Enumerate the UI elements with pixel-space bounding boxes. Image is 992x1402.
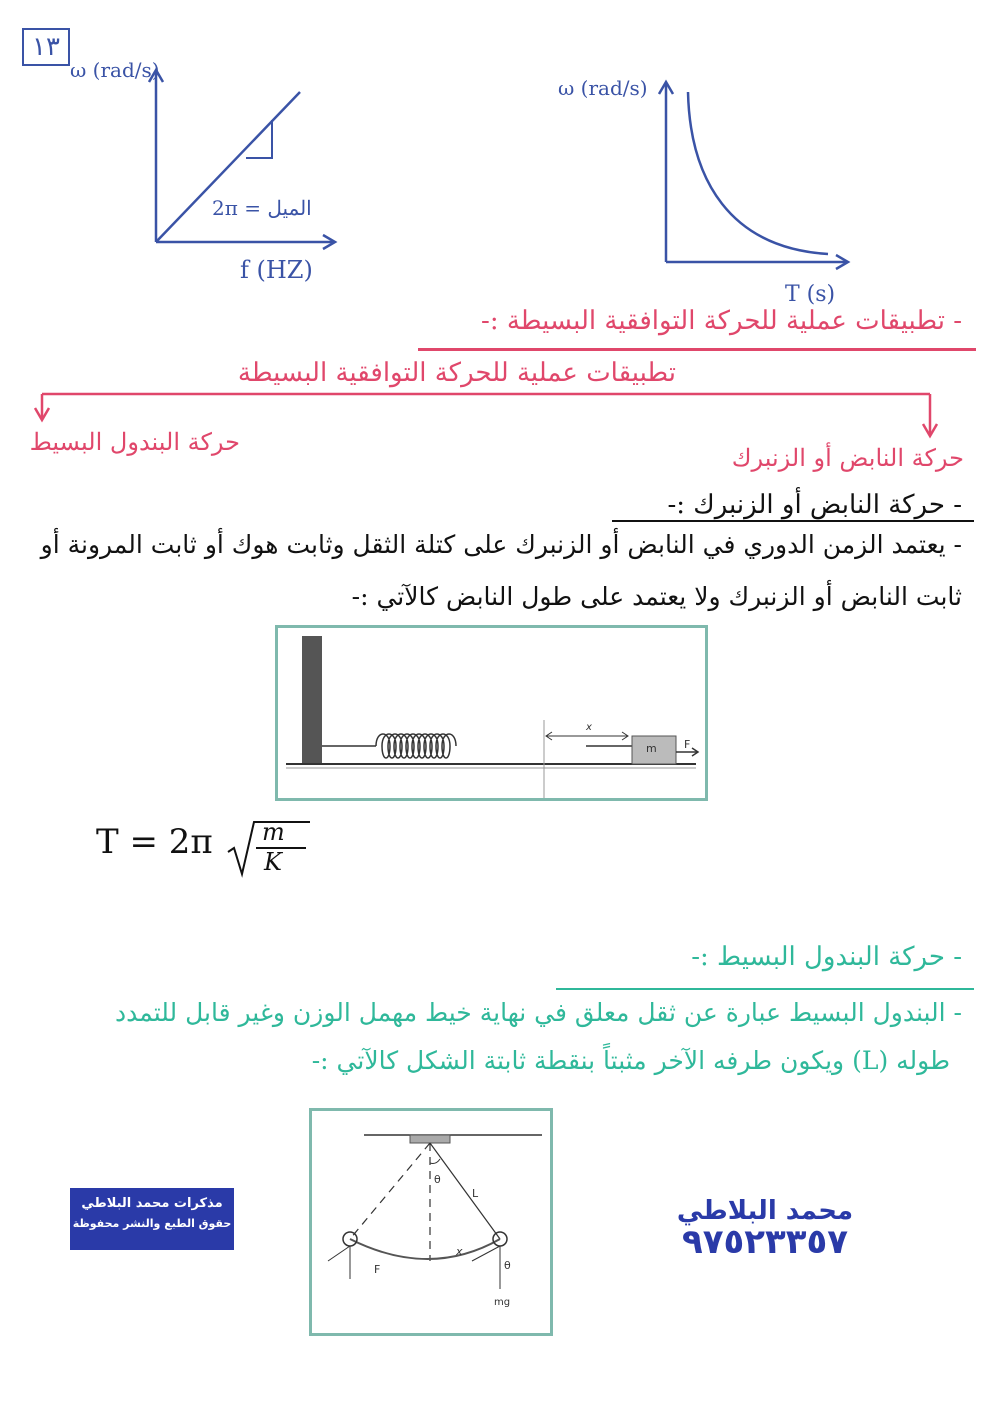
pendulum-heading-underline [556,988,974,990]
left-graph-y-label: ω (rad/s) [70,58,160,82]
spring-figure [275,625,708,801]
pendulum-line-1: - البندول البسيط عبارة عن ثقل معلق في نهاية خيط مهمل الوزن وغير قابل للتمدد [115,998,962,1027]
formula-denominator: K [264,848,282,876]
pendulum-x-label: x [456,1245,463,1258]
pendulum-theta-bob: θ [504,1259,511,1272]
omega-period-graph [650,70,860,280]
formula-numerator: m [262,818,285,846]
spring-line-2: ثابت النابض أو الزنبرك ولا يعتمد على طول النابض كالآتي :- [351,582,962,611]
slope-label: 2π = الميل [212,196,312,220]
pendulum-line-2: طوله (L) ويكون طرفه الآخر مثبتاً بنقطة ثابتة الشكل كالآتي :- [311,1046,950,1075]
pendulum-force-label: F [374,1263,381,1276]
spring-line-1: - يعتمد الزمن الدوري في النابض أو الزنبرك على كتلة الثقل وثابت هوك أو ثابت المرونة أو [40,530,962,559]
tree-title: تطبيقات عملية للحركة التوافقية البسيطة [237,358,676,388]
pendulum-theta-top: θ [434,1173,441,1186]
author-signature [665,1196,865,1262]
author-phone: ٩٧٥٢٣٣٥٧ [681,1222,848,1262]
branch-spring: حركة النابض أو الزنبرك [731,444,964,472]
page-number: ١٣ [22,28,70,66]
stamp-title: مذكرات محمد البلاطي [81,1196,223,1211]
stamp-rights: حقوق الطبع والنشر محفوظة [72,1217,232,1230]
branch-pendulum: حركة البندول البسيط [29,428,240,456]
pendulum-diagram [312,1111,550,1333]
applications-heading: - تطبيقات عملية للحركة التوافقية البسيطة :- [481,306,962,336]
right-graph-y-label: ω (rad/s) [558,76,648,100]
spring-mass-label: m [646,742,657,755]
spring-heading-underline [612,520,974,522]
applications-underline [418,348,976,351]
pendulum-heading: - حركة البندول البسيط :- [691,942,962,972]
spring-x-label: x [586,722,592,733]
left-graph-x-label: f (HZ) [240,256,313,284]
right-graph-x-label: T (s) [785,282,836,307]
spring-diagram [278,628,705,798]
pendulum-length-label: L [472,1187,479,1200]
author-name: محمد البلاطي [676,1196,854,1226]
spring-force-label: F [684,738,691,751]
pendulum-figure [309,1108,553,1336]
copyright-stamp [70,1188,234,1250]
formula-lhs: T = 2π [96,822,213,862]
pendulum-weight-label: mg [494,1297,511,1308]
spring-heading: - حركة النابض أو الزنبرك :- [667,490,962,520]
